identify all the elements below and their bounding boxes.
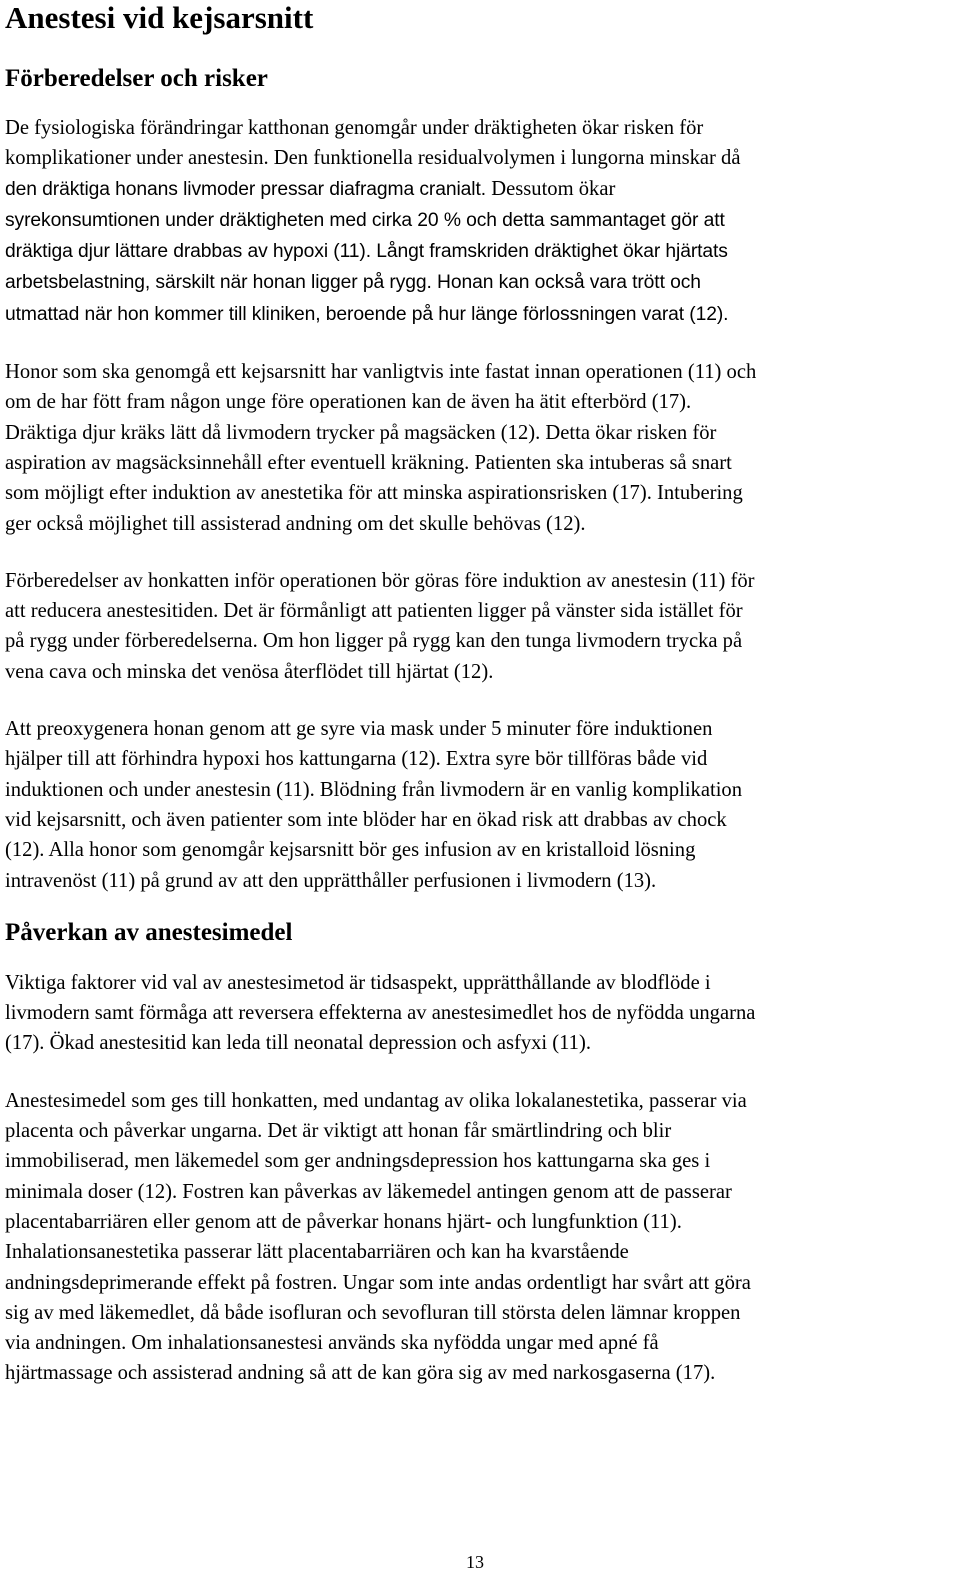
text-line: [5, 236, 955, 267]
text-line: [5, 478, 955, 508]
text-run: via andningen. Om inhalationsanestesi används ska nyfödda ungar med apné få: [5, 1332, 659, 1355]
text-run: intravenöst (11) på grund av att den upprätthåller perfusionen i livmodern (13).: [5, 869, 657, 892]
page-number: 13: [466, 1552, 484, 1572]
text-run: Långt framskriden dräktighet ökar hjärtats: [376, 241, 728, 263]
text-run: Dräktiga djur kräks lätt då livmodern trycker på magsäcken (12). Detta ökar risken för: [5, 421, 717, 444]
text-run: den dräktiga honans livmoder pressar diafragma cranialt.: [5, 178, 492, 200]
text-line: [5, 387, 955, 417]
paragraph: [5, 714, 955, 896]
text-run: på rygg under förberedelserna. Om hon ligger på rygg kan den tunga livmodern trycka på: [5, 630, 743, 653]
text-line: [5, 1146, 955, 1176]
text-line: [5, 357, 955, 387]
document-content: [5, 0, 955, 1389]
text-run: Inhalationsanestetika passerar lätt placentabarriären och kan ha kvarstående: [5, 1241, 629, 1264]
section-heading-forberedelser: Förberedelser och risker: [5, 65, 268, 92]
text-line: [5, 143, 955, 173]
text-line: [5, 205, 955, 236]
text-line: [5, 744, 955, 774]
text-line: [5, 596, 955, 626]
text-run: Viktiga faktorer vid val av anestesimetod är tidsaspekt, upprätthållande av blodflöde i: [5, 971, 711, 994]
text-run: Dessutom ökar: [491, 177, 616, 200]
section-body-forberedelser: [5, 113, 955, 896]
text-line: [5, 267, 955, 298]
paragraph: [5, 968, 955, 1059]
text-run: syrekonsumtionen under dräktigheten med cirka 20 % och detta sammantaget gör att: [5, 209, 725, 231]
paragraph: [5, 566, 955, 687]
text-line: [5, 174, 955, 205]
paragraph: [5, 113, 955, 330]
text-run: komplikationer under anestesin. Den funktionella residualvolymen i lungorna minskar då: [5, 147, 741, 170]
text-line: [5, 1298, 955, 1328]
text-run: Att preoxygenera honan genom att ge syre via mask under 5 minuter före induktionen: [5, 718, 713, 741]
text-line: [5, 835, 955, 865]
text-line: [5, 418, 955, 448]
text-line: [5, 1116, 955, 1146]
text-run: arbetsbelastning, särskilt när honan ligger på rygg.: [5, 272, 437, 294]
text-line: [5, 299, 955, 330]
text-run: ger också möjlighet till assisterad andning om det skulle behövas (12).: [5, 512, 586, 535]
text-run: minimala doser (12). Fostren kan påverkas av läkemedel antingen genom att de passerar: [5, 1180, 732, 1203]
text-run: hjärtmassage och assisterad andning så att de kan göra sig av med narkosgaserna (17).: [5, 1362, 716, 1385]
text-run: vena cava och minska det venösa återflödet till hjärtat (12).: [5, 660, 494, 683]
text-line: [5, 805, 955, 835]
text-run: Anestesimedel som ges till honkatten, med undantag av olika lokalanestetika, passerar via: [5, 1089, 747, 1112]
text-run: utmattad när hon kommer till kliniken, beroende på hur länge förlossningen varat (12).: [5, 303, 729, 325]
text-run: livmodern samt förmåga att reversera effekterna av anestesimedlet hos de nyfödda ungarna: [5, 1002, 756, 1025]
text-line: [5, 1268, 955, 1298]
text-line: [5, 714, 955, 744]
text-run: Honan kan också vara trött och: [437, 272, 701, 294]
paragraph: [5, 357, 955, 539]
text-run: andningsdeprimerande effekt på fostren. Ungar som inte andas ordentligt har svårt att göra: [5, 1271, 751, 1294]
page-title: Anestesi vid kejsarsnitt: [5, 0, 314, 35]
text-line: [5, 1358, 955, 1388]
text-run: aspiration av magsäcksinnehåll efter eventuell kräkning. Patienten ska intuberas så snart: [5, 451, 732, 474]
text-line: [5, 1328, 955, 1358]
text-run: De fysiologiska förändringar katthonan genomgår under dräktigheten ökar risken för: [5, 117, 704, 139]
paragraph: [5, 1086, 955, 1389]
text-line: [5, 448, 955, 478]
section-body-paverkan: [5, 968, 955, 1389]
text-run: placenta och påverkar ungarna. Det är viktigt att honan får smärtlindring och blir: [5, 1120, 672, 1143]
text-line: [5, 1177, 955, 1207]
text-run: om de har fött fram någon unge före operationen kan de även ha ätit efterbörd (17).: [5, 391, 692, 414]
text-line: [5, 1237, 955, 1267]
text-line: [5, 998, 955, 1028]
section-heading-paverkan: Påverkan av anestesimedel: [5, 918, 293, 946]
text-run: (17). Ökad anestesitid kan leda till neonatal depression och asfyxi (11).: [5, 1032, 591, 1055]
text-run: att reducera anestesitiden. Det är förmånligt att patienten ligger på vänster sida istället för: [5, 600, 743, 623]
text-run: sig av med läkemedlet, då både isofluran och sevofluran till största delen lämnar kroppen: [5, 1301, 741, 1324]
text-line: [5, 1086, 955, 1116]
text-line: [5, 509, 955, 539]
text-line: [5, 775, 955, 805]
text-line: [5, 866, 955, 896]
text-run: immobiliserad, men läkemedel som ger andningsdepression hos kattungarna ska ges i: [5, 1150, 711, 1173]
text-run: Honor som ska genomgå ett kejsarsnitt har vanligtvis inte fastat innan operationen (11) och: [5, 361, 757, 384]
text-run: vid kejsarsnitt, och även patienter som inte blöder har en ökad risk att drabbas av chock: [5, 808, 727, 831]
text-run: dräktiga djur lättare drabbas av hypoxi (11).: [5, 241, 377, 263]
text-line: [5, 968, 955, 998]
text-run: hjälper till att förhindra hypoxi hos kattungarna (12). Extra syre bör tillföras både vid: [5, 748, 708, 771]
text-run: (12). Alla honor som genomgår kejsarsnitt bör ges infusion av en kristalloid lösning: [5, 839, 696, 862]
text-run: som möjligt efter induktion av anestetika för att minska aspirationsrisken (17). Intubering: [5, 482, 743, 505]
text-run: placentabarriären eller genom att de påverkar honans hjärt- och lungfunktion (11).: [5, 1210, 682, 1233]
text-line: [5, 566, 955, 596]
text-run: Förberedelser av honkatten inför operationen bör göras före induktion av anestesin (11) för: [5, 569, 755, 592]
text-line: [5, 1207, 955, 1237]
text-line: [5, 657, 955, 687]
text-line: [5, 113, 955, 143]
text-line: [5, 626, 955, 656]
text-line: [5, 1028, 955, 1058]
text-run: induktionen och under anestesin (11). Blödning från livmodern är en vanlig komplikation: [5, 778, 743, 801]
